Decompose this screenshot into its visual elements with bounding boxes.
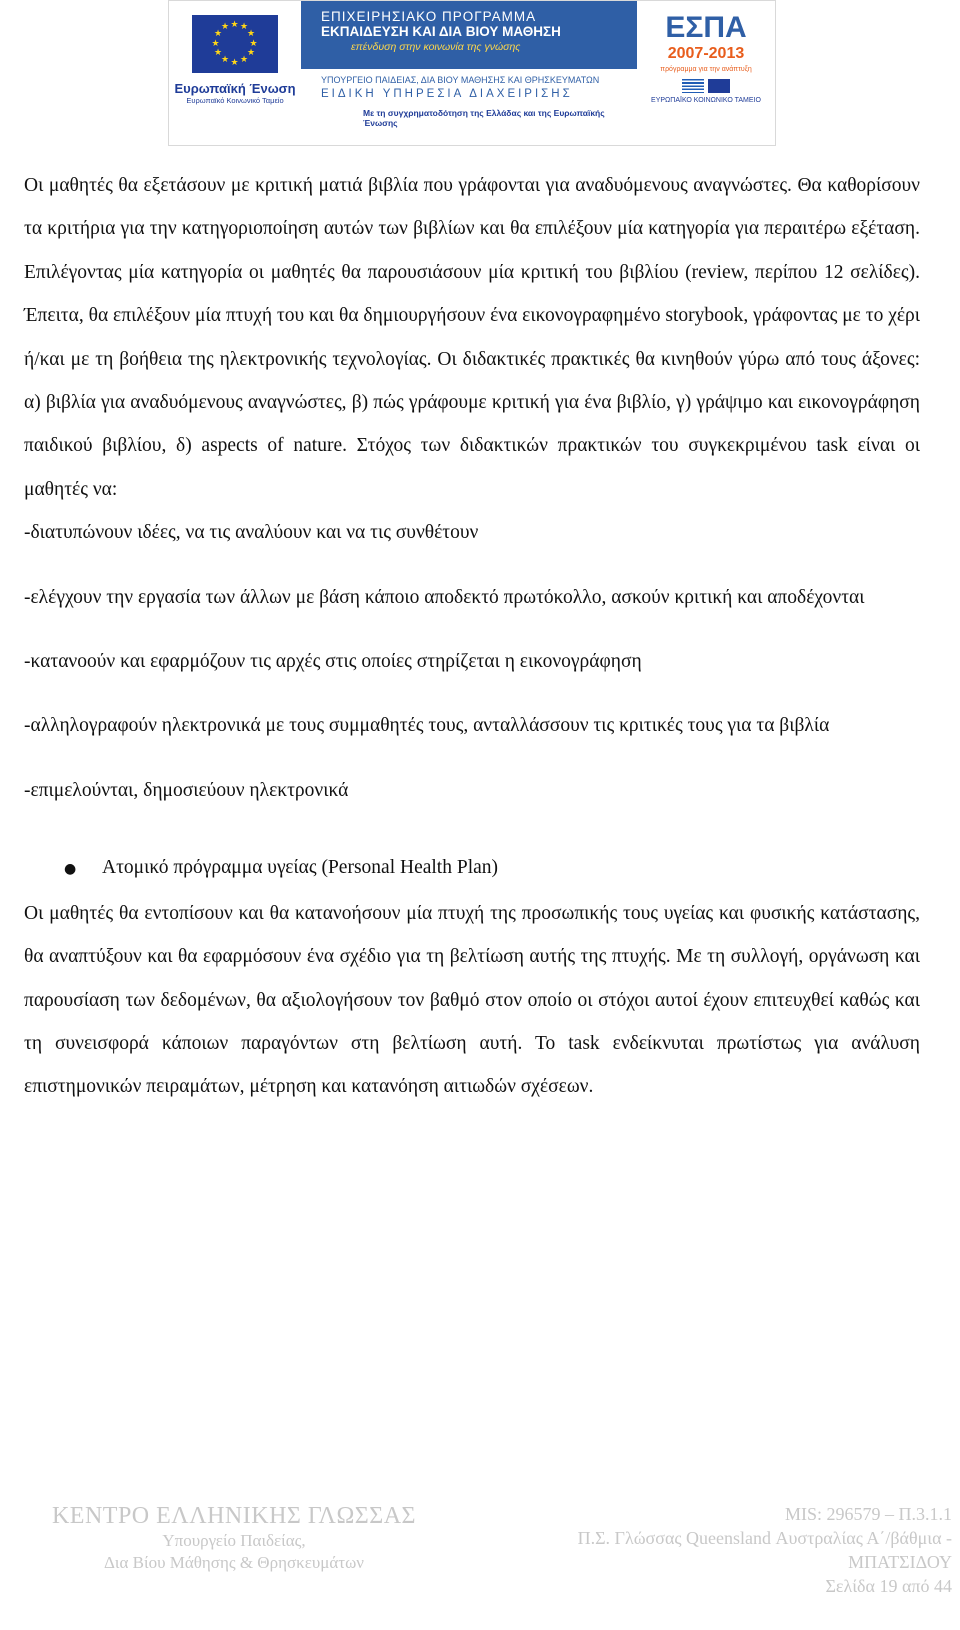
page-number: Σελίδα 19 από 44 — [825, 1576, 952, 1596]
espa-fund: ΕΥΡΩΠΑΪΚΟ ΚΟΙΝΩΝΙΚΟ ΤΑΜΕΙΟ — [651, 97, 761, 104]
eu-fund: Ευρωπαϊκό Κοινωνικό Ταμείο — [186, 96, 284, 105]
eu-name: Ευρωπαϊκή Ένωση — [174, 81, 296, 96]
bullet-heading-row — [24, 846, 920, 891]
footer-left — [24, 1502, 444, 1574]
bullet-icon: ● — [64, 861, 77, 878]
footer-ministry-line1: Υπουργείο Παιδείας, — [162, 1531, 306, 1550]
eu-star-icon: ★ — [246, 48, 256, 58]
dash-item-4: -αλληλογραφούν ηλεκτρονικά με τους συμμαθητές τους, ανταλλάσσουν τις κριτικές τους για τα βιβλία — [24, 715, 830, 737]
eu-star-icon: ★ — [221, 54, 230, 65]
eu-logo-block — [169, 1, 301, 145]
espa-flags — [682, 79, 730, 93]
programme-ministry: ΥΠΟΥΡΓΕΙΟ ΠΑΙΔΕΙΑΣ, ΔΙΑ ΒΙΟΥ ΜΑΘΗΣΗΣ ΚΑΙ ΘΡΗΣΚΕΥΜΑΤΩΝ — [321, 75, 600, 85]
programme-block — [301, 1, 637, 145]
document-body — [24, 164, 920, 1109]
dash-item-1: -διατυπώνουν ιδέες, να τις αναλύουν και να τις συνθέτουν — [24, 522, 479, 544]
eu-star-icon: ★ — [240, 54, 249, 65]
eu-flag-icon — [192, 15, 278, 73]
dash-item-2: -ελέγχουν την εργασία των άλλων με βάση κάποιο αποδεκτό πρωτόκολλο, ασκούν κριτική και αποδέχονται — [24, 586, 865, 608]
espa-logo-block — [637, 1, 775, 145]
dash-item-3: -κατανοούν και εφαρμόζουν τις αρχές στις οποίες στηρίζεται η εικονογράφηση — [24, 651, 642, 673]
espa-name: ΕΣΠΑ — [665, 11, 747, 44]
espa-tagline: πρόγραμμα για την ανάπτυξη — [660, 66, 752, 73]
footer-author: ΜΠΑΤΣΙΔΟΥ — [848, 1552, 952, 1572]
programme-service: ΕΙΔΙΚΗ ΥΠΗΡΕΣΙΑ ΔΙΑΧΕΙΡΙΣΗΣ — [321, 88, 573, 100]
eu-star-icon: ★ — [214, 29, 223, 39]
dash-item-5: -επιμελούνται, δημοσιεύουν ηλεκτρονικά — [24, 779, 349, 801]
programme-ministry-block — [301, 69, 637, 100]
eu-star-icon: ★ — [221, 22, 230, 33]
eu-star-icon: ★ — [249, 38, 258, 49]
programme-slogan: επένδυση στην κοινωνία της γνώσης — [351, 41, 521, 53]
header-banner — [168, 0, 776, 146]
greek-flag-icon — [682, 79, 704, 93]
eu-star-icon: ★ — [246, 29, 256, 39]
eu-star-icon: ★ — [211, 38, 220, 49]
bullet-heading: Ατομικό πρόγραμμα υγείας (Personal Health Plan) — [102, 857, 499, 879]
footer-center-name: ΚΕΝΤΡΟ ΕΛΛΗΝΙΚΗΣ ΓΛΩΣΣΑΣ — [51, 1503, 417, 1529]
eu-star-icon: ★ — [230, 57, 239, 68]
eu-mini-flag-icon — [708, 79, 730, 93]
espa-years: 2007-2013 — [667, 45, 745, 62]
programme-line2: ΕΚΠΑΙΔΕΥΣΗ ΚΑΙ ΔΙΑ ΒΙΟΥ ΜΑΘΗΣΗ — [321, 24, 561, 39]
programme-title-bar — [301, 1, 637, 69]
programme-line1: ΕΠΙΧΕΙΡΗΣΙΑΚΟ ΠΡΟΓΡΑΜΜΑ — [321, 9, 537, 24]
footer-programme-line: Π.Σ. Γλώσσας Queensland Αυστραλίας Α΄/βάθμια - — [577, 1528, 952, 1548]
programme-cofunding: Με τη συγχρηματοδότηση της Ελλάδας και της Ευρωπαϊκής Ένωσης — [363, 108, 605, 128]
footer-right — [482, 1502, 952, 1598]
paragraph-health-plan: Οι μαθητές θα εντοπίσουν και θα κατανοήσουν μία πτυχή της προσωπικής τους υγείας και φυσικής κατάστασης, θα αναπτύξουν και θα εφαρμόσουν ένα σχέδιο για τη βελτίωση αυτής της πτυχής. Με τη συλλογή, οργάνωση και παρουσίαση των δεδομένων, θα αξιολογήσουν τον βαθμό στον οποίο οι στόχοι αυτοί έχουν επιτευχθεί καθώς και τη συνεισφορά κάποιων παραγόντων στη βελτίωση αυτή. Το task ενδείκνυται πρωτίστως για ανάλυση επιστημονικών πειραμάτων, μέτρηση και κατανόηση αιτιωδών σχέσεων. — [24, 902, 920, 1098]
eu-star-icon: ★ — [240, 22, 249, 33]
paragraph-storybook: Οι μαθητές θα εξετάσουν με κριτική ματιά βιβλία που γράφονται για αναδυόμενους αναγνώστες. Θα καθορίσουν τα κριτήρια για την κατηγοριοποίηση αυτών των βιβλίων και θα επιλέξουν μία κατηγορία για περαιτέρω εξέταση. Επιλέγοντας μία κατηγορία οι μαθητές θα παρουσιάσουν μία κριτική του βιβλίου (review, περίπου 12 σελίδες). Έπειτα, θα επιλέξουν μία πτυχή του και θα δημιουργήσουν ένα εικονογραφημένο storybook, γράφοντας με το χέρι ή/και με τη βοήθεια της ηλεκτρονικής τεχνολογίας. Οι διδακτικές πρακτικές θα κινηθούν γύρω από τους άξονες: α) βιβλία για αναδυόμενους αναγνώστες, β) πώς γράφουμε κριτική για ένα βιβλίο, γ) γράψιμο και εικονογράφηση παιδικού βιβλίου, δ) aspects of nature. Στόχος των διδακτικών πρακτικών του συγκεκριμένου task είναι οι μαθητές να: — [24, 175, 921, 500]
footer-ministry-line2: Δια Βίου Μάθησης & Θρησκευμάτων — [104, 1553, 364, 1572]
eu-star-icon: ★ — [214, 48, 223, 58]
footer-mis-code: MIS: 296579 – Π.3.1.1 — [784, 1504, 952, 1524]
eu-star-icon: ★ — [230, 19, 239, 30]
